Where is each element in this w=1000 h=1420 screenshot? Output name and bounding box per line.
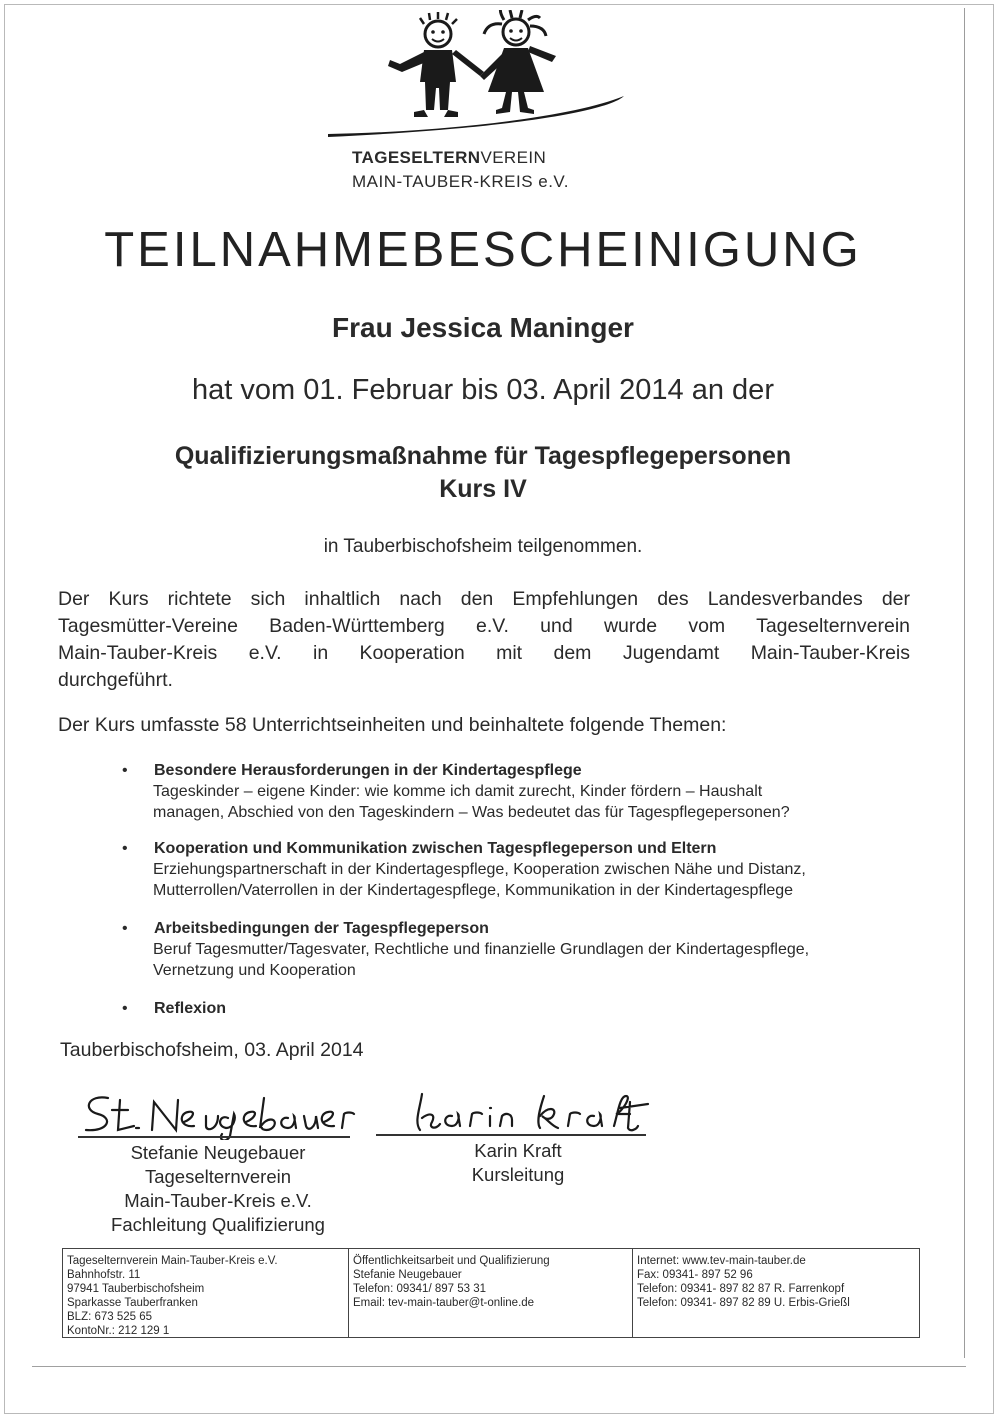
topic-line: Vernetzung und Kooperation bbox=[153, 962, 356, 979]
signer-right bbox=[418, 1139, 618, 1187]
footer-line: Email: tev-main-tauber@t-online.de bbox=[353, 1297, 535, 1309]
topics-intro: Der Kurs umfasste 58 Unterrichtseinheiten und beinhaltete folgende Themen: bbox=[58, 714, 727, 736]
footer-line: Öffentlichkeitsarbeit und Qualifizierung bbox=[353, 1255, 550, 1267]
topic-line: managen, Abschied von den Tageskindern – Was bedeutet das für Tagespflegepersonen? bbox=[153, 804, 790, 821]
footer-line: Telefon: 09341- 897 82 87 R. Farrenkopf bbox=[637, 1283, 845, 1295]
topic-heading: Reflexion bbox=[154, 1000, 227, 1017]
footer-line: Bahnhofstr. 11 bbox=[67, 1269, 141, 1281]
bullet-icon: • bbox=[122, 920, 128, 937]
recipient-name: Frau Jessica Maninger bbox=[332, 312, 634, 343]
bullet-icon: • bbox=[122, 762, 128, 779]
signature-line bbox=[78, 1136, 350, 1138]
logo-subtitle: MAIN-TAUBER-KREIS e.V. bbox=[352, 172, 569, 191]
footer-line: BLZ: 673 525 65 bbox=[67, 1311, 153, 1323]
organization-logo bbox=[320, 10, 640, 200]
signature-line bbox=[376, 1134, 646, 1136]
signer-org: Tageselternverein bbox=[144, 1166, 292, 1187]
topic-description bbox=[153, 859, 913, 901]
footer-line: Fax: 09341- 897 52 96 bbox=[637, 1269, 753, 1281]
signer-name: Karin Kraft bbox=[474, 1140, 562, 1161]
course-title-line1: Qualifizierungsmaßnahme für Tagespflegepersonen bbox=[174, 442, 792, 470]
course-title bbox=[0, 440, 966, 506]
footer-line: 97941 Tauberbischofsheim bbox=[67, 1283, 205, 1295]
topic-heading: Kooperation und Kommunikation zwischen Tagespflegeperson und Eltern bbox=[154, 840, 717, 857]
topic-heading: Arbeitsbedingungen der Tagespflegeperson bbox=[154, 920, 489, 937]
signer-role: Kursleitung bbox=[471, 1164, 565, 1185]
description-line: durchgeführt. bbox=[58, 669, 173, 691]
footer-line: Sparkasse Tauberfranken bbox=[67, 1297, 198, 1309]
footer-phone-column bbox=[633, 1249, 919, 1337]
scan-edge-bottom bbox=[32, 1366, 966, 1367]
footer-contact-table bbox=[62, 1248, 920, 1338]
footer-line: KontoNr.: 212 129 1 bbox=[67, 1325, 170, 1337]
place-line: in Tauberbischofsheim teilgenommen. bbox=[323, 536, 643, 557]
scan-edge-right bbox=[964, 8, 965, 1358]
footer-line: Stefanie Neugebauer bbox=[353, 1269, 462, 1281]
place-and-date: Tauberbischofsheim, 03. April 2014 bbox=[60, 1039, 364, 1061]
topic-line: Beruf Tagesmutter/Tagesvater, Rechtliche und finanzielle Grundlagen der Kindertagespflege, bbox=[153, 941, 810, 958]
signer-org: Main-Tauber-Kreis e.V. bbox=[124, 1190, 312, 1211]
footer-line: Telefon: 09341/ 897 53 31 bbox=[353, 1283, 487, 1295]
topic-line: Erziehungspartnerschaft in der Kindertagespflege, Kooperation zwischen Nähe und Distanz, bbox=[153, 861, 806, 878]
topic-heading: Besondere Herausforderungen in der Kindertagespflege bbox=[154, 762, 582, 779]
footer-contact-column bbox=[349, 1249, 633, 1337]
document-title: TEILNAHMEBESCHEINIGUNG bbox=[104, 223, 862, 277]
topic-description bbox=[153, 939, 913, 981]
description-line: Der Kurs richtete sich inhaltlich nach den Empfehlungen des Landesverbandes der bbox=[58, 588, 910, 610]
bullet-icon: • bbox=[122, 840, 128, 857]
description-line: Main-Tauber-Kreis e.V. in Kooperation mit dem Jugendamt Main-Tauber-Kreis bbox=[58, 642, 910, 664]
children-holding-hands-icon bbox=[320, 10, 640, 150]
logo-title: TAGESELTERNVEREIN bbox=[352, 148, 547, 167]
signature-neugebauer bbox=[78, 1088, 358, 1140]
date-range: hat vom 01. Februar bis 03. April 2014 an der bbox=[192, 374, 774, 406]
topic-description bbox=[153, 781, 913, 823]
footer-line: Tageselternverein Main-Tauber-Kreis e.V. bbox=[67, 1255, 278, 1267]
signer-name: Stefanie Neugebauer bbox=[130, 1142, 306, 1163]
topic-line: Tageskinder – eigene Kinder: wie komme ich damit zurecht, Kinder fördern – Haushalt bbox=[153, 783, 763, 800]
signer-left bbox=[98, 1141, 338, 1237]
footer-address-column bbox=[63, 1249, 349, 1337]
topic-line: Mutterrollen/Vaterrollen in der Kindertagespflege, Kommunikation in der Kindertagespflege bbox=[153, 882, 794, 899]
signature-kraft bbox=[408, 1088, 658, 1138]
course-description bbox=[58, 586, 910, 694]
footer-line: Internet: www.tev-main-tauber.de bbox=[637, 1255, 806, 1267]
description-line: Tagesmütter-Vereine Baden-Württemberg e.V. und wurde vom Tageselternverein bbox=[58, 615, 910, 637]
course-title-line2: Kurs IV bbox=[439, 475, 527, 503]
signer-role: Fachleitung Qualifizierung bbox=[111, 1214, 325, 1235]
footer-line: Telefon: 09341- 897 82 89 U. Erbis-Grießl bbox=[637, 1297, 850, 1309]
bullet-icon: • bbox=[122, 1000, 128, 1017]
